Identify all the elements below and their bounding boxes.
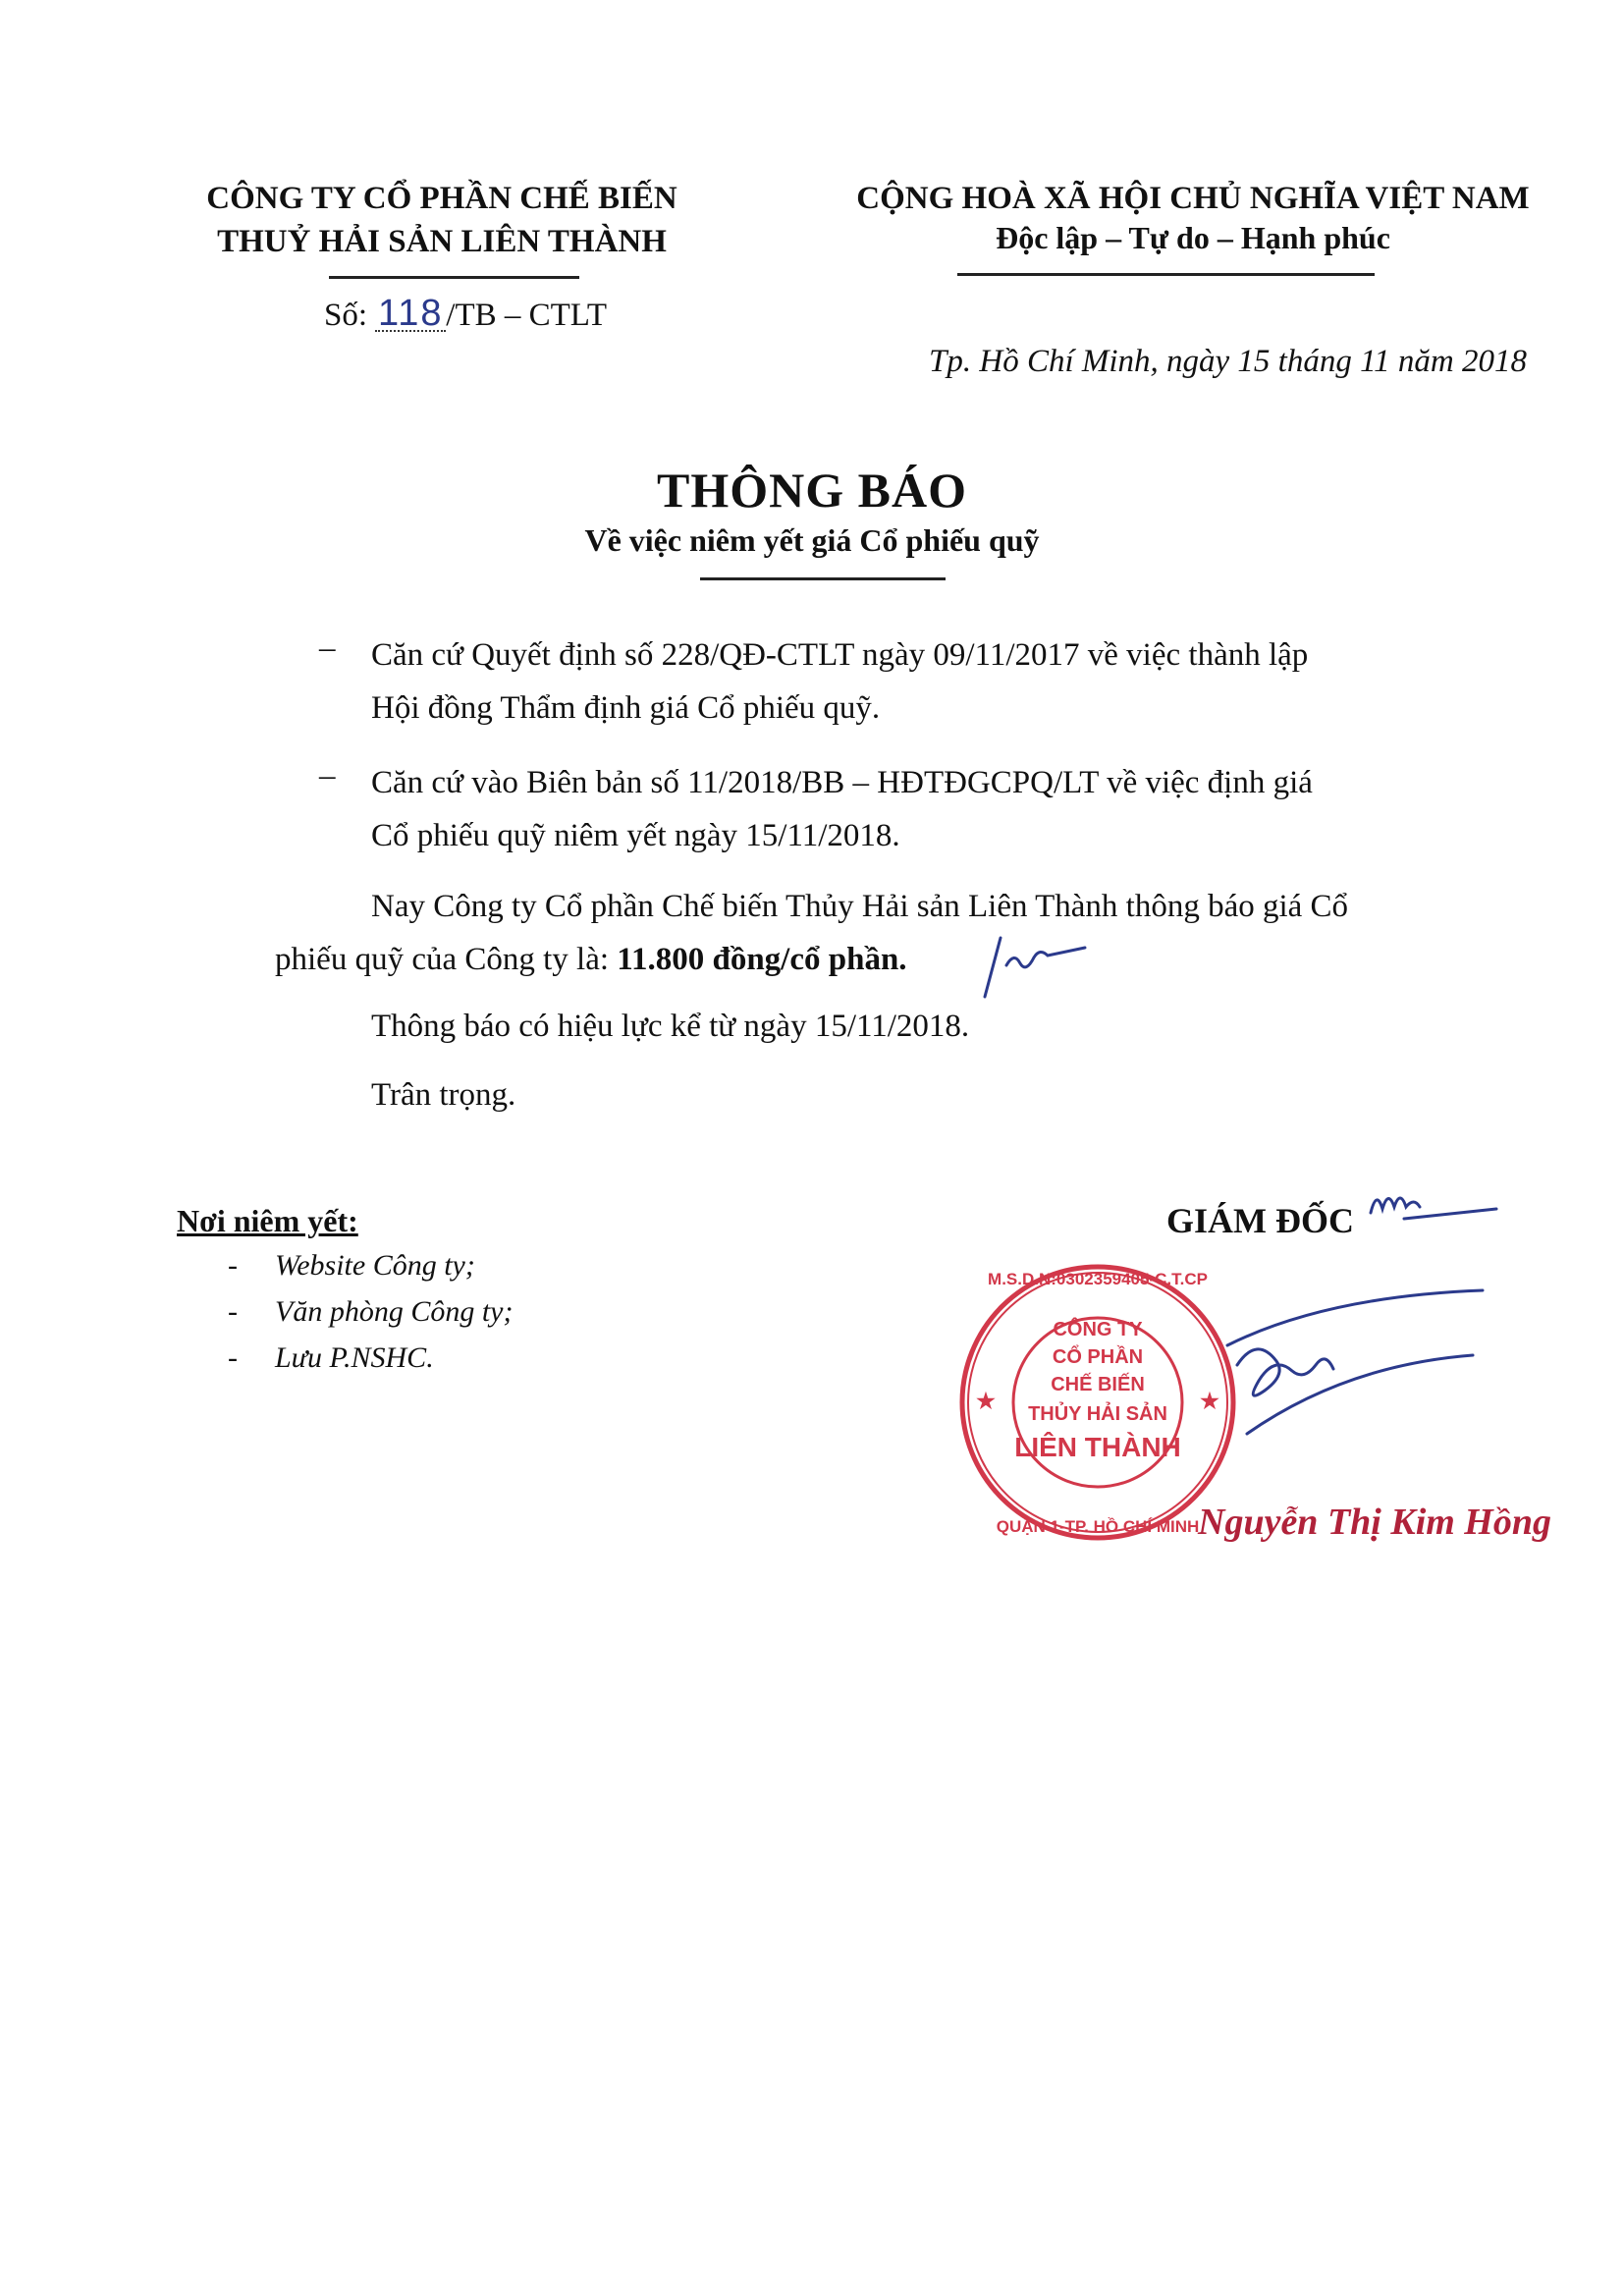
paragraph-line2-text: phiếu quỹ của Công ty là: [275,942,610,977]
bullet-line: Cổ phiếu quỹ niêm yết ngày 15/11/2018. [371,818,900,853]
national-underline [957,273,1375,276]
national-motto-line1: CỘNG HOÀ XÃ HỘI CHỦ NGHĨA VIỆT NAM [856,181,1530,216]
svg-text:★: ★ [976,1389,996,1413]
title-underline [700,577,946,580]
reference-prefix: Số: [324,298,368,333]
org-underline [329,276,579,279]
recipient-item: - Văn phòng Công ty; [228,1295,514,1328]
svg-text:QUẬN 1-TP. HỒ CHÍ MINH: QUẬN 1-TP. HỒ CHÍ MINH [996,1517,1200,1536]
handwritten-signature [1208,1277,1502,1493]
initials-mark [967,928,1105,1007]
reference-number [324,293,608,334]
document-title: THÔNG BÁO [657,463,967,518]
svg-text:★: ★ [1200,1389,1219,1413]
closing-line: Trân trọng. [371,1077,516,1113]
org-name-line1: CÔNG TY CỔ PHẦN CHẾ BIẾN [206,181,677,216]
bullet-item [371,756,1451,862]
role-initials-mark [1365,1174,1502,1232]
org-name-line2: THUỶ HẢI SẢN LIÊN THÀNH [217,224,667,259]
recipient-item: - Website Công ty; [228,1249,475,1282]
svg-text:THỦY HẢI SẢN: THỦY HẢI SẢN [1028,1403,1167,1425]
bullet-dash: – [319,758,336,793]
signatory-title: GIÁM ĐỐC [1166,1201,1354,1240]
recipients-title: Nơi niêm yết: [177,1203,358,1238]
reference-handwritten-number: 118 [375,297,446,332]
bullet-line: Căn cứ Quyết định số 228/QĐ-CTLT ngày 09/11/2017 về việc thành lập [371,637,1309,673]
bullet-item [371,629,1451,735]
bullet-line: Hội đồng Thẩm định giá Cổ phiếu quỹ. [371,690,881,726]
reference-suffix: /TB – CTLT [446,298,608,333]
signatory-name: Nguyễn Thị Kim Hồng [1198,1502,1551,1543]
svg-text:CHẾ BIẾN: CHẾ BIẾN [1051,1374,1145,1395]
share-price: 11.800 đồng/cổ phần. [617,942,907,977]
document-subtitle: Về việc niêm yết giá Cổ phiếu quỹ [584,522,1040,558]
bullet-line: Căn cứ vào Biên bản số 11/2018/BB – HĐTĐGCPQ/LT về việc định giá [371,765,1313,800]
recipient-item: - Lưu P.NSHC. [228,1341,434,1374]
effective-notice: Thông báo có hiệu lực kể từ ngày 15/11/2018. [371,1009,970,1044]
svg-text:CÔNG TY: CÔNG TY [1053,1319,1143,1340]
bullet-dash: – [319,630,336,666]
svg-text:LIÊN THÀNH: LIÊN THÀNH [1014,1432,1181,1462]
paragraph-line: Nay Công ty Cổ phần Chế biến Thủy Hải sản Liên Thành thông báo giá Cổ [371,889,1349,924]
date-line: Tp. Hồ Chí Minh, ngày 15 tháng 11 năm 2018 [929,344,1527,379]
national-header [830,177,1556,256]
svg-text:M.S.D.N:0302359405-C.T.CP: M.S.D.N:0302359405-C.T.CP [988,1270,1208,1288]
paragraph-line [275,933,1453,986]
org-header [167,177,717,263]
svg-text:CỔ PHẦN: CỔ PHẦN [1052,1346,1144,1368]
national-motto-line2: Độc lập – Tự do – Hạnh phúc [996,220,1390,255]
announcement-paragraph [275,880,1453,986]
recipients-list [228,1245,513,1384]
